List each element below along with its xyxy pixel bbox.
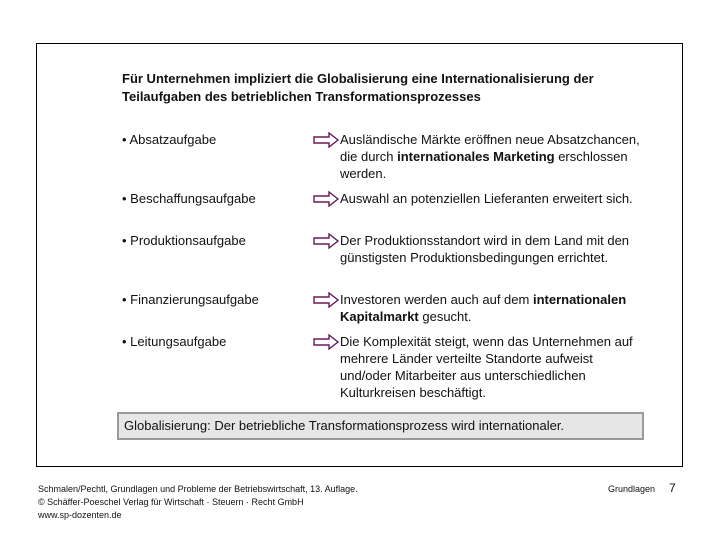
task-row-leitung — [122, 333, 662, 405]
task-description: Auswahl an potenziellen Lieferanten erweitert sich. — [340, 191, 633, 206]
heading-line-1: Für Unternehmen impliziert die Globalisierung eine Internationalisierung der — [122, 71, 594, 86]
footer-line-2: © Schäffer-Poeschel Verlag für Wirtschaft · Steuern · Recht GmbH — [38, 497, 304, 507]
right-arrow-icon — [313, 292, 339, 308]
task-label: • Beschaffungsaufgabe — [122, 191, 256, 206]
heading-line-2: Teilaufgaben des betrieblichen Transformationsprozesses — [122, 89, 481, 104]
task-description: Ausländische Märkte eröffnen neue Absatzchancen, die durch internationales Marketing erschlossen werden. — [340, 132, 640, 181]
right-arrow-icon — [313, 334, 339, 350]
slide-heading — [122, 70, 662, 106]
task-label: • Finanzierungsaufgabe — [122, 292, 259, 307]
footer-section-label: Grundlagen — [608, 484, 656, 494]
right-arrow-icon — [313, 191, 339, 207]
right-arrow-icon — [313, 233, 339, 249]
task-row-absatz — [122, 131, 662, 191]
footer-line-3: www.sp-dozenten.de — [38, 510, 122, 520]
task-label: • Leitungsaufgabe — [122, 334, 227, 349]
right-arrow-icon — [313, 132, 339, 148]
summary-box: Globalisierung: Der betriebliche Transformationsprozess wird internationaler. — [117, 412, 644, 440]
task-description: Investoren werden auch auf dem internationalen Kapitalmarkt gesucht. — [340, 292, 627, 324]
task-row-produktion — [122, 232, 662, 292]
task-description: Die Komplexität steigt, wenn das Unternehmen auf mehrere Länder verteilte Standorte aufweist und/oder Mitarbeiter aus unterschiedlichen Kulturkreisen beschäftigt. — [340, 334, 633, 400]
task-label: • Absatzaufgabe — [122, 132, 217, 147]
footer-citation — [38, 483, 358, 522]
task-label: • Produktionsaufgabe — [122, 233, 246, 248]
footer-line-1: Schmalen/Pechtl, Grundlagen und Probleme der Betriebswirtschaft, 13. Auflage. — [38, 484, 358, 494]
task-description: Der Produktionsstandort wird in dem Land mit den günstigsten Produktionsbedingungen errichtet. — [340, 233, 630, 265]
page-number: 7 — [669, 481, 676, 495]
